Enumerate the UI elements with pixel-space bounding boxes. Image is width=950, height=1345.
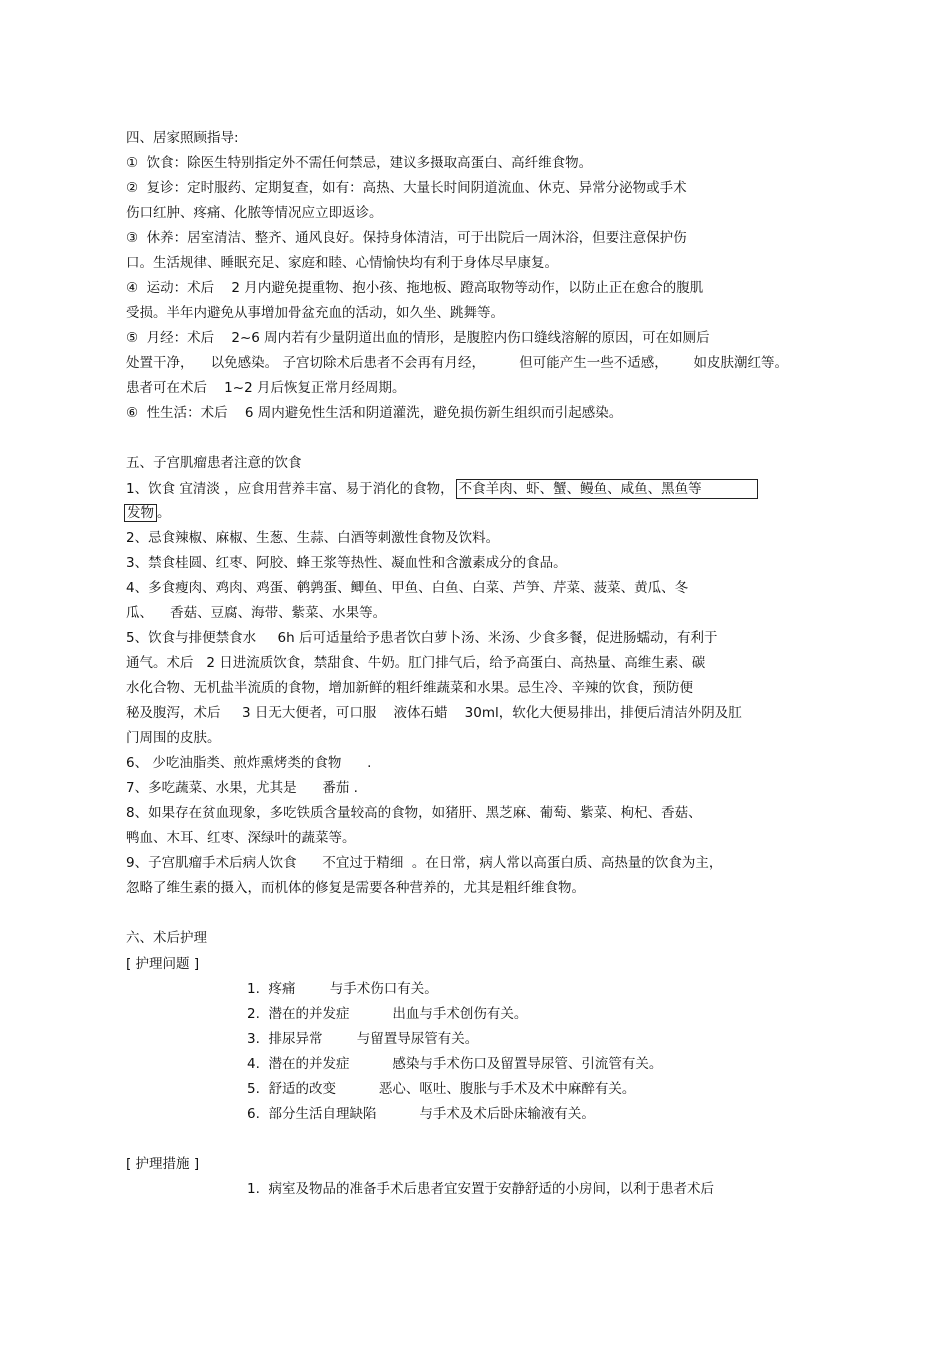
measure-item-1: 1. 病室及物品的准备手术后患者宜安置于安静舒适的小房间，以利于患者术后 xyxy=(247,1181,714,1197)
problem-item-3: 3. 排尿异常 与留置导尿管有关。 xyxy=(247,1031,479,1047)
section-5-title: 五、子宫肌瘤患者注意的饮食 xyxy=(126,455,302,471)
highlight-box-bottom: 发物 xyxy=(124,504,157,522)
s4-line-6: ④ 运动：术后 2 月内避免提重物、抱小孩、拖地板、蹬高取物等动作，以防止正在愈合的腹肌 xyxy=(126,280,704,296)
s4-line-4: ③ 休养：居室清洁、整齐、通风良好。保持身体清洁，可于出院后一周沐浴，但要注意保护伤 xyxy=(126,230,687,246)
problem-item-2: 2. 潜在的并发症 出血与手术创伤有关。 xyxy=(247,1006,528,1022)
s5-line-8: 通气。术后 2 日进流质饮食，禁甜食、牛奶。肛门排气后，给予高蛋白、高热量、高维生素、碳 xyxy=(126,655,706,671)
s4-line-7: 受损。半年内避免从事增加骨盆充血的活动，如久坐、跳舞等。 xyxy=(126,305,504,321)
s5-line-2 xyxy=(124,504,171,522)
nursing-measures-heading: [ 护理措施 ] xyxy=(126,1156,200,1172)
section-6-title: 六、术后护理 xyxy=(126,930,207,946)
s4-line-3: 伤口红肿、疼痛、化脓等情况应立即返诊。 xyxy=(126,205,383,221)
s5-line-14: 8、如果存在贫血现象，多吃铁质含量较高的食物，如猪肝、黑芝麻、葡萄、紫菜、枸杞、香菇、 xyxy=(126,805,702,821)
s4-line-11: ⑥ 性生活：术后 6 周内避免性生活和阴道灌洗，避免损伤新生组织而引起感染。 xyxy=(126,405,623,421)
highlight-box-top: 不食羊肉、虾、蟹、鳗鱼、咸鱼、黑鱼等 xyxy=(456,479,758,499)
s5-line-1-text: 1、饮食 宜清淡 ，应食用营养丰富、易于消化的食物， xyxy=(126,481,454,497)
s4-line-5: 口。生活规律、睡眠充足、家庭和睦、心情愉快均有利于身体尽早康复。 xyxy=(126,255,558,271)
s4-line-10: 患者可在术后 1~2 月后恢复正常月经周期。 xyxy=(126,380,406,396)
s5-line-9: 水化合物、无机盐半流质的食物，增加新鲜的粗纤维蔬菜和水果。忌生冷、辛辣的饮食，预防便 xyxy=(126,680,693,696)
s5-line-1 xyxy=(126,479,758,499)
s5-line-17: 忽略了维生素的摄入，而机体的修复是需要各种营养的，尤其是粗纤维食物。 xyxy=(126,880,585,896)
problem-item-5: 5. 舒适的改变 恶心、呕吐、腹胀与手术及术中麻醉有关。 xyxy=(247,1081,636,1097)
nursing-problems-heading: [ 护理问题 ] xyxy=(126,956,200,972)
problem-item-1: 1. 疼痛 与手术伤口有关。 xyxy=(247,981,438,997)
s5-line-4: 3、禁食桂圆、红枣、阿胶、蜂王浆等热性、凝血性和含激素成分的食品。 xyxy=(126,555,567,571)
s5-line-2-tail: 。 xyxy=(157,505,171,521)
s5-line-13: 7、多吃蔬菜、水果，尤其是 番茄 . xyxy=(126,780,358,796)
s4-line-9: 处置干净， 以免感染。 子宫切除术后患者不会再有月经， 但可能产生一些不适感， 如皮肤潮红等。 xyxy=(126,355,789,371)
problem-item-6: 6. 部分生活自理缺陷 与手术及术后卧床输液有关。 xyxy=(247,1106,595,1122)
s5-line-7: 5、饮食与排便禁食水 6h 后可适量给予患者饮白萝卜汤、米汤、少食多餐，促进肠蠕动，有利于 xyxy=(126,630,718,646)
s4-line-8: ⑤ 月经：术后 2~6 周内若有少量阴道出血的情形，是腹腔内伤口缝线溶解的原因，可在如厕后 xyxy=(126,330,710,346)
s5-line-10: 秘及腹泻，术后 3 日无大便者，可口服 液体石蜡 30ml，软化大便易排出，排便后清洁外阴及肛 xyxy=(126,705,742,721)
s4-line-2: ② 复诊：定时服药、定期复查，如有：高热、大量长时间阴道流血、休克、异常分泌物或手术 xyxy=(126,180,687,196)
s5-line-11: 门周围的皮肤。 xyxy=(126,730,221,746)
s5-line-3: 2、忌食辣椒、麻椒、生葱、生蒜、白酒等刺激性食物及饮料。 xyxy=(126,530,500,546)
s5-line-15: 鸭血、木耳、红枣、深绿叶的蔬菜等。 xyxy=(126,830,356,846)
s5-line-5: 4、多食瘦肉、鸡肉、鸡蛋、鹌鹑蛋、鲫鱼、甲鱼、白鱼、白菜、芦笋、芹菜、菠菜、黄瓜、冬 xyxy=(126,580,689,596)
section-4-title: 四、居家照顾指导: xyxy=(126,130,239,146)
problem-item-4: 4. 潜在的并发症 感染与手术伤口及留置导尿管、引流管有关。 xyxy=(247,1056,663,1072)
s5-line-6: 瓜、 香菇、豆腐、海带、紫菜、水果等。 xyxy=(126,605,387,621)
s4-line-1: ① 饮食：除医生特别指定外不需任何禁忌，建议多摄取高蛋白、高纤维食物。 xyxy=(126,155,593,171)
s5-line-12: 6、 少吃油脂类、煎炸熏烤类的食物 . xyxy=(126,755,372,771)
s5-line-16: 9、子宫肌瘤手术后病人饮食 不宜过于精细 。在日常，病人常以高蛋白质、高热量的饮食为主， xyxy=(126,855,723,871)
